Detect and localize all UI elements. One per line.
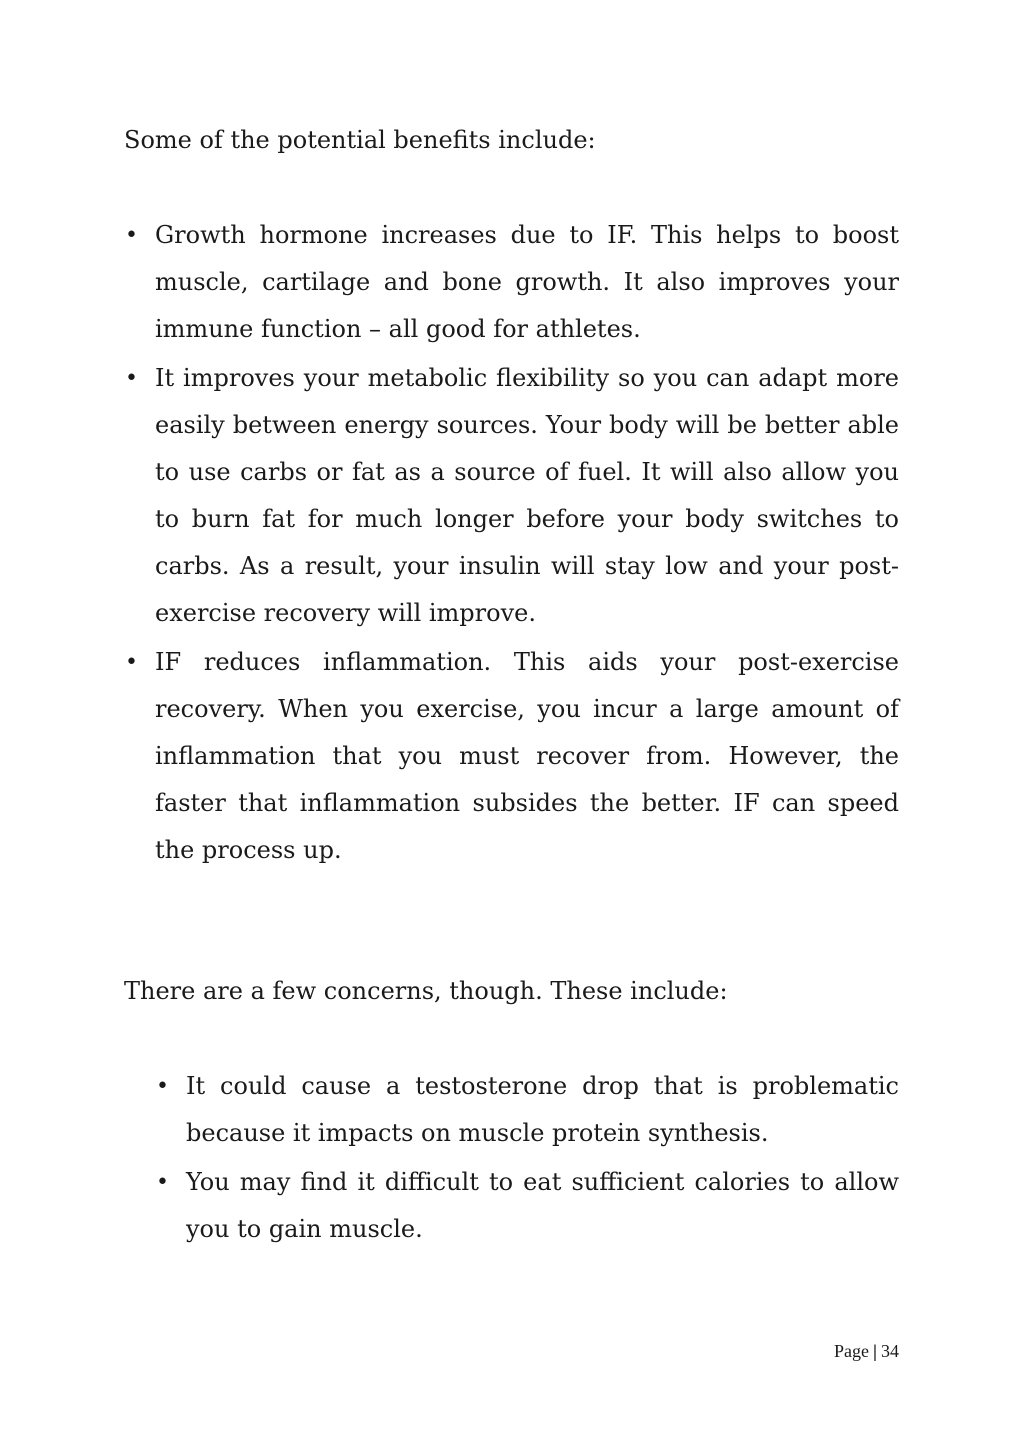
benefits-intro: Some of the potential benefits include: (124, 126, 596, 154)
list-item (125, 639, 899, 874)
bullet-icon: • (125, 223, 138, 248)
bullet-icon: • (125, 650, 138, 675)
list-item-text: Growth hormone increases due to IF. This helps to boost muscle, cartilage and bone growth. It also improves your immune function – all good for athletes. (155, 221, 899, 343)
bullet-icon: • (125, 366, 138, 391)
list-item-text: It could cause a testosterone drop that is problematic because it impacts on muscle protein synthesis. (186, 1072, 899, 1147)
page-label: Page (834, 1341, 870, 1361)
list-item-text: You may find it difficult to eat sufficient calories to allow you to gain muscle. (186, 1168, 899, 1243)
bullet-icon: • (156, 1170, 169, 1195)
list-item (156, 1063, 899, 1157)
page-number: 34 (881, 1341, 899, 1361)
concerns-list (156, 1063, 899, 1255)
page-footer (834, 1340, 899, 1362)
benefits-list (125, 212, 899, 876)
list-item (125, 355, 899, 637)
page-separator: | (873, 1341, 877, 1361)
concerns-intro: There are a few concerns, though. These include: (124, 977, 728, 1005)
list-item (125, 212, 899, 353)
bullet-icon: • (156, 1074, 169, 1099)
list-item (156, 1159, 899, 1253)
list-item-text: It improves your metabolic flexibility so you can adapt more easily between energy sources. Your body will be better able to use carbs or fat as a source of fuel. It will also allow you to burn fat for much longer before your body switches to carbs. As a result, your insulin will stay low and your post-exercise recovery will improve. (155, 364, 899, 627)
list-item-text: IF reduces inflammation. This aids your post-exercise recovery. When you exercise, you incur a large amount of inflammation that you must recover from. However, the faster that inflammation subsides the better. IF can speed the process up. (155, 648, 899, 864)
